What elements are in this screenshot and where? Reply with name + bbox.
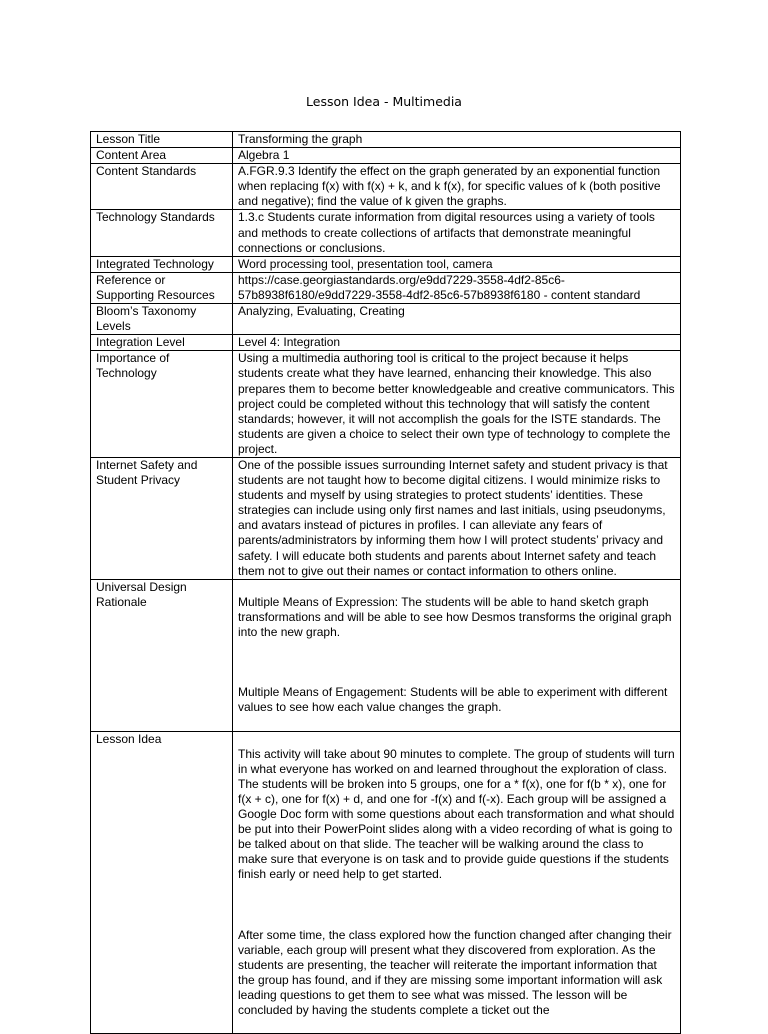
table-row	[91, 304, 681, 335]
row-value-blooms-taxonomy: Analyzing, Evaluating, Creating	[233, 304, 681, 335]
row-label-internet-safety: Internet Safety and Student Privacy	[91, 457, 233, 579]
row-value-content-standards: A.FGR.9.3 Identify the effect on the graph generated by an exponential function when replacing f(x) with f(x) + k, and k f(x), for specific values of k (both positive and negative); find the value of k given the graphs.	[233, 164, 681, 210]
table-row	[91, 579, 681, 731]
document-title: Lesson Idea - Multimedia	[306, 94, 462, 109]
row-label-technology-standards: Technology Standards	[91, 210, 233, 256]
lesson-plan-table	[90, 131, 681, 1034]
row-label-integrated-technology: Integrated Technology	[91, 256, 233, 272]
row-label-reference-resources: Reference or Supporting Resources	[91, 272, 233, 303]
row-label-content-standards: Content Standards	[91, 164, 233, 210]
row-value-content-area: Algebra 1	[233, 148, 681, 164]
table-row	[91, 731, 681, 1034]
row-value-importance-of-technology: Using a multimedia authoring tool is critical to the project because it helps students create what they have learned, enhancing their knowledge. This also prepares them to become better knowledgeable and creative communicators. This project could be completed without this technology that will satisfy the content standards; however, it will not accomplish the goals for the ISTE standards. The students are given a choice to select their own type of technology to complete the project.	[233, 351, 681, 458]
table-row	[91, 272, 681, 303]
table-row	[91, 148, 681, 164]
row-value-integration-level: Level 4: Integration	[233, 335, 681, 351]
table-row	[91, 457, 681, 579]
row-value-internet-safety: One of the possible issues surrounding Internet safety and student privacy is that students are not taught how to become digital citizens. I would minimize risks to students and myself by using strategies to protect students’ identities. These strategies can include using only first names and last initials, using pseudonyms, and avatars instead of pictures in profiles. I can alleviate any fears of parents/administrators by informing them how I will protect students’ privacy and safety. I will educate both students and parents about Internet safety and teach them not to give out their names or contact information to others online.	[233, 457, 681, 579]
table-row	[91, 164, 681, 210]
table-row	[91, 210, 681, 256]
table-row	[91, 132, 681, 148]
universal-design-paragraph-expression: Multiple Means of Expression: The students will be able to hand sketch graph transformations and will be able to see how Desmos transforms the original graph into the new graph.	[238, 594, 672, 639]
row-value-integrated-technology: Word processing tool, presentation tool, camera	[233, 256, 681, 272]
row-label-universal-design: Universal Design Rationale	[91, 579, 233, 731]
table-row	[91, 256, 681, 272]
row-label-lesson-title: Lesson Title	[91, 132, 233, 148]
row-value-reference-resources[interactable]: https://case.georgiastandards.org/e9dd7229-3558-4df2-85c6- 57b8938f6180/e9dd7229-3558-4df2-85c6-57b8938f6180 - content standard	[233, 272, 681, 303]
lesson-idea-paragraph-presentation: After some time, the class explored how the function changed after changing their variable, each group will present what they discovered from exploration. As the students are presenting, the teacher will reiterate the important information that the group has found, and if they are missing some important information will ask leading questions to get them to see what was missed. The lesson will be concluded by having the students complete a ticket out the	[238, 927, 672, 1018]
row-value-lesson-title: Transforming the graph	[233, 132, 681, 148]
row-label-lesson-idea: Lesson Idea	[91, 731, 233, 1034]
row-label-blooms-taxonomy: Bloom’s Taxonomy Levels	[91, 304, 233, 335]
universal-design-paragraph-engagement: Multiple Means of Engagement: Students will be able to experiment with different values to see how each value changes the graph.	[238, 685, 668, 715]
lesson-idea-paragraph-activity: This activity will take about 90 minutes to complete. The group of students will turn in what everyone has worked on and learned throughout the exploration of class. The students will be broken into 5 groups, one for a * f(x), one for f(b * x), one for f(x + c), one for f(x) + d, and one for -f(x) and f(-x). Each group will be assigned a Google Doc form with some questions about each transformation and what should be put into their PowerPoint slides along with a video recording of what is going to be talked about on that slide. The teacher will be walking around the class to make sure that everyone is on task and to provide guide questions if the students finish early or need help to get started.	[238, 746, 675, 882]
row-value-lesson-idea	[233, 731, 681, 1034]
table-row	[91, 335, 681, 351]
row-label-importance-of-technology: Importance of Technology	[91, 351, 233, 458]
paragraph-spacer	[238, 655, 676, 670]
row-label-content-area: Content Area	[91, 148, 233, 164]
row-value-technology-standards: 1.3.c Students curate information from digital resources using a variety of tools and methods to create collections of artifacts that demonstrate meaningful connections or conclusions.	[233, 210, 681, 256]
row-value-universal-design	[233, 579, 681, 731]
table-row	[91, 351, 681, 458]
paragraph-spacer	[238, 898, 676, 913]
row-label-integration-level: Integration Level	[91, 335, 233, 351]
